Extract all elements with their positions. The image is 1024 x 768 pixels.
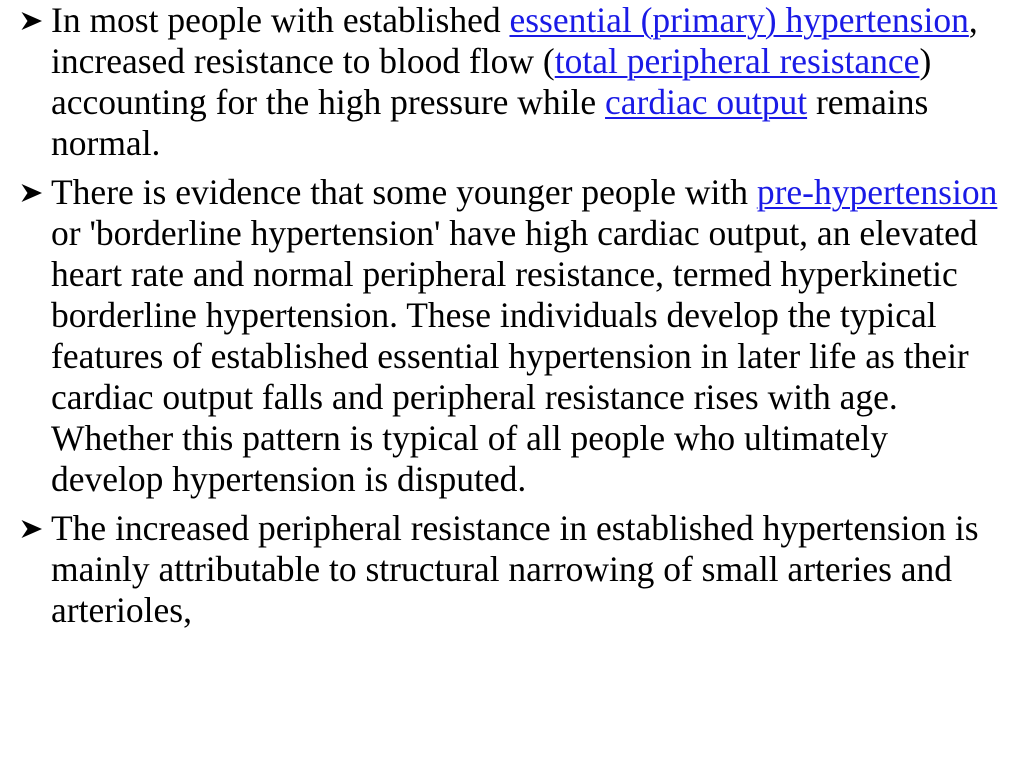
text-segment: In most people with established [51, 0, 510, 40]
text-segment: or 'borderline hypertension' have high cardiac output, an elevated heart rate and normal peripheral resistance, termed hyperkinetic borderline hypertension. These individuals develop the typical features of established essential hypertension in later life as their cardiac output falls and peripheral resistance rises with age. Whether this pattern is typical of all people who ultimately develop hypertension is disputed. [51, 213, 978, 499]
bullet-item [18, 172, 1004, 500]
bullet-text [51, 0, 1004, 164]
text-segment: , increased resistance to blood flow ( [51, 0, 978, 81]
bullet-item [18, 0, 1004, 164]
bullet-list [18, 0, 1004, 631]
bullet-text [51, 172, 1004, 500]
inline-link[interactable]: pre-hypertension [756, 172, 998, 212]
bullet-text [51, 508, 1004, 631]
inline-link[interactable]: essential (primary) hypertension [509, 0, 969, 40]
arrowhead-bullet-icon [18, 508, 51, 549]
inline-link[interactable]: total peripheral resistance [554, 41, 920, 81]
arrowhead-bullet-icon [18, 0, 51, 41]
text-segment: ) accounting for the high pressure while [51, 41, 932, 122]
text-segment: The increased peripheral resistance in established hypertension is mainly attributable to structural narrowing of small arteries and arterioles, [51, 508, 979, 630]
inline-link[interactable]: cardiac output [605, 82, 808, 122]
arrowhead-bullet-icon [18, 172, 51, 213]
text-segment: There is evidence that some younger people with [51, 172, 757, 212]
text-segment: remains normal. [51, 82, 929, 163]
bullet-item [18, 508, 1004, 631]
